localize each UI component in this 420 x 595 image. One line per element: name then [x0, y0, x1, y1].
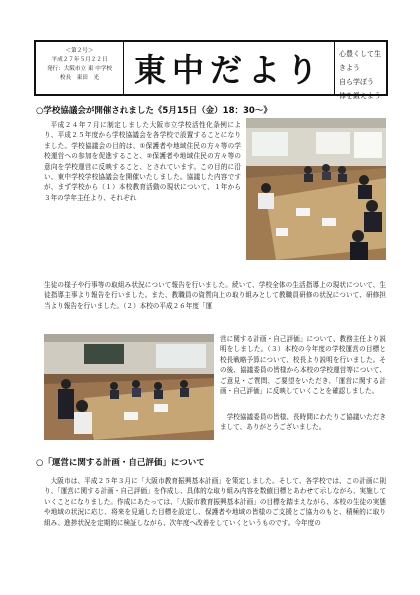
school-mottos	[334, 42, 386, 100]
newsletter-title: 東中だより	[133, 51, 324, 89]
council-thanks: 学校協議委員の皆様、長時間にわたりご協議いただきまして、ありがとうございました。	[220, 413, 386, 432]
council-paragraph-right: 営に関する計画・自己評価」について、教務主任より説明をしました。（３）本校の今年度の学校運営の目標と校長戦略予算について、校長より説明を行いました。その後、協議委員の皆様から本校の学校運営等について、ご意見・ご質問、ご要望をいただき、「運営に関する計画・自己評価」に反映していくことを確認しました。	[220, 335, 386, 396]
principal: 校長 東田 光	[59, 75, 100, 81]
publisher: 発行：大阪市立 東 中学校	[46, 66, 113, 72]
council-paragraph-middle: 生徒の様子や行事等の取組み状況について報告を行いました。続いて、学校全体の生活指導上の現状について、生徒指導主事より報告を行いました。また、教職員の資質向上の取り組みとして教職員研修の状況について、研修担当より報告を行いました。（２）本校の平成２６年度「運	[44, 281, 386, 310]
motto-2: 自ら学ぼう	[339, 78, 374, 86]
plan-paragraph: 大阪市は、平成２５年３月に「大阪市教育振興基本計画」を策定しました。そして、各学校では、この計画に則り、「運営に関する計画・自己評価」を作成し、具体的な取り組み内容を数値目標とあわせて示しながら、実施していくことになりました。作成にあたっては、「大阪市教育振興基本計画」の目標を踏まえながら、本校の生徒の実態や地域の状況に応じ、将来を見通した目標を設定し、保護者や地域の皆様のご支援とご協力のもと、積極的に取り組み、進捗状況を定期的に検証しながら、次年度へ改善をしていくというものです。今年度の	[44, 477, 386, 527]
issue-date: 平成２７年５月２２日	[51, 57, 108, 63]
issue-info	[36, 42, 124, 94]
council-paragraph-top: 平成２４年７月に制定しました大阪市立学校活性化条例により、平成２５年度から学校協議会を各学校で設置することになりました。学校協議会の目的は、①保護者や地域住民の方々等の学校運営への参加を促進すること、②保護者や地域住民の方々等の意向を学校運営に反映すること、とされています。この目的に沿い、東中学校学校協議会を開催いたしました。協議した内容ですが、まず学校から（１）本校教育活動の現状について、１年から３年の学年主任より、それぞれ	[44, 121, 241, 202]
issue-number: ＜第２号＞	[65, 48, 94, 54]
newsletter-header	[34, 40, 388, 100]
motto-3: 体を鍛えよう	[339, 92, 381, 100]
meeting-photo-1	[246, 118, 386, 260]
motto-1: 心豊くして生きよう	[339, 50, 381, 72]
section-title-plan: ○「運営に関する計画・自己評価」について	[36, 458, 205, 468]
meeting-photo-2	[44, 334, 214, 440]
section-title-council: ○学校協議会が開催されました《5月15日（金）18：30～》	[36, 106, 272, 116]
